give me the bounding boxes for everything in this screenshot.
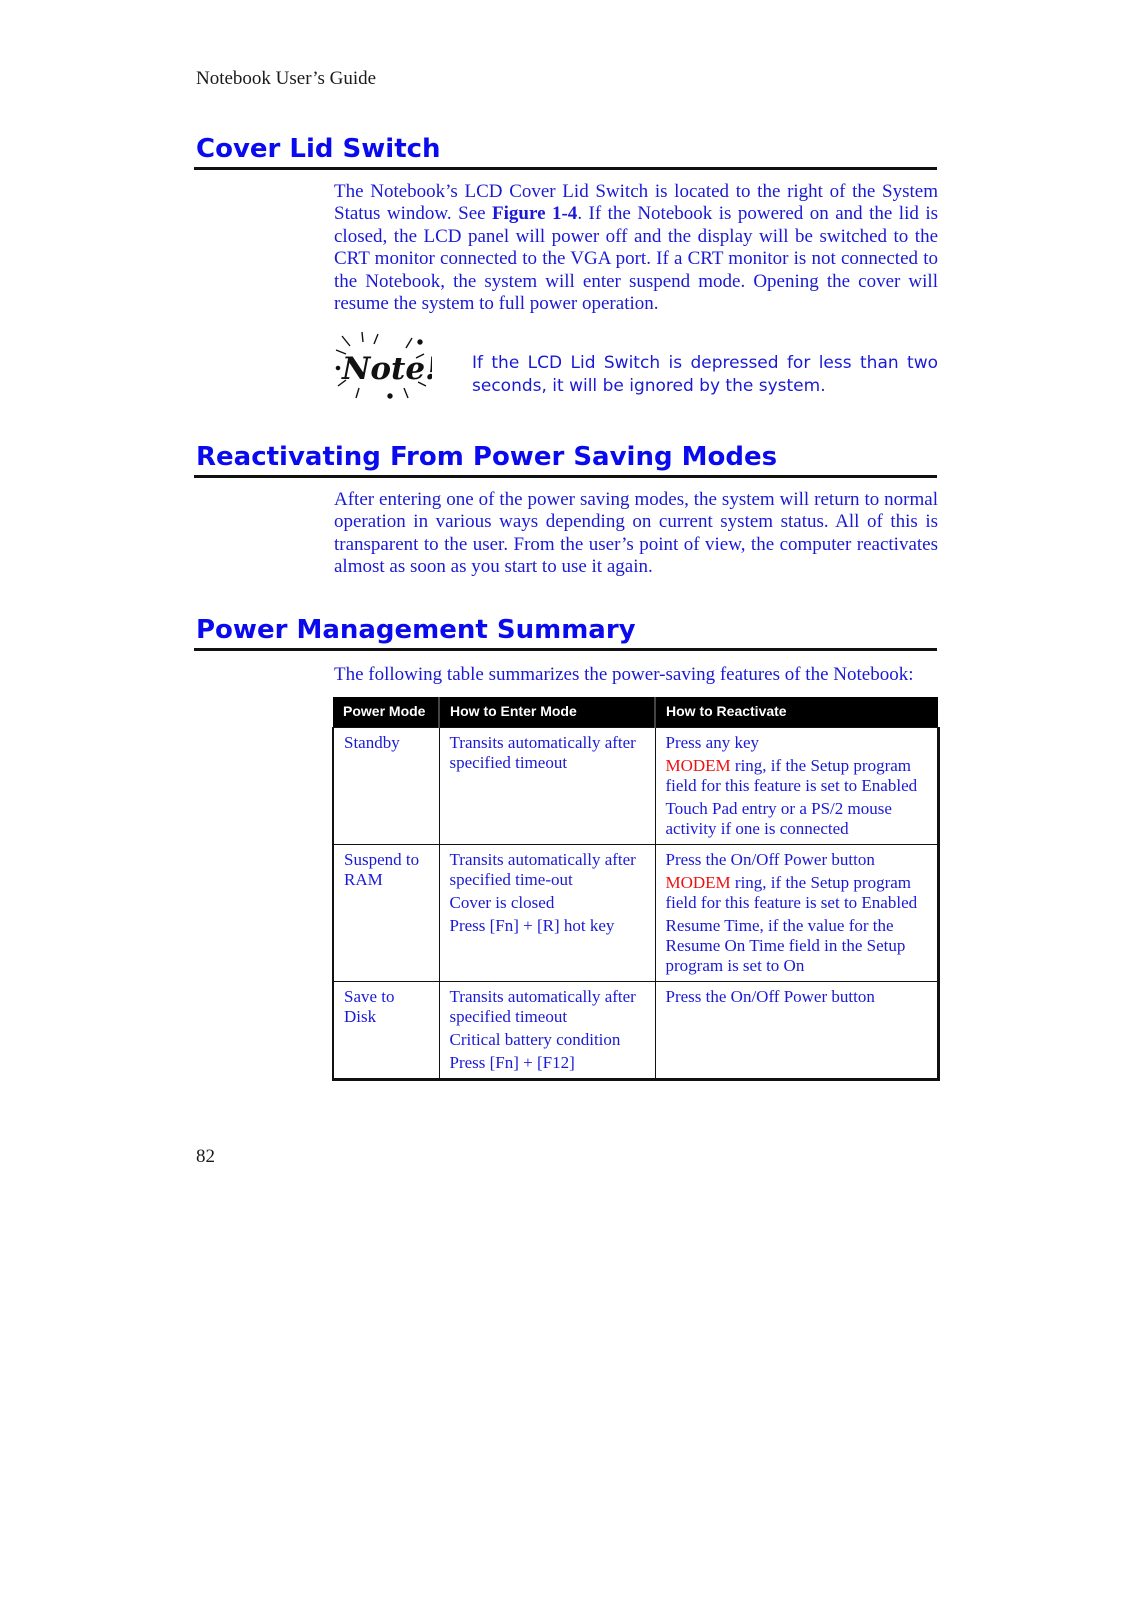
cover-lid-text-a: The Notebook’s LCD Cover Lid Switch is located to the right of the System Status window. See <box>334 181 938 225</box>
reactivate-text: Press the On/Off Power button <box>665 850 875 869</box>
reactivate-text: Resume Time, if the value for the Resume On Time field in the Setup program is set to On <box>665 916 906 975</box>
reactivate-text: Press the On/Off Power button <box>665 987 875 1006</box>
mode-cell: Save to Disk <box>333 982 439 1080</box>
enter-item: Critical battery condition <box>449 1030 621 1049</box>
enter-cell <box>439 982 655 1080</box>
reactivate-text: ring, if the Setup program field for this feature is set to Enabled <box>665 873 918 912</box>
power-management-table <box>332 697 937 1081</box>
reactivate-item <box>666 799 927 839</box>
column-header-power-mode: Power Mode <box>333 697 439 728</box>
svg-text:Note!: Note! <box>342 351 432 387</box>
note-icon <box>332 330 432 402</box>
enter-item: Transits automatically after specified timeout <box>449 987 636 1026</box>
mode-cell: Standby <box>333 728 439 845</box>
summary-intro: The following table summarizes the power-saving features of the Notebook: <box>334 664 914 685</box>
figure-reference: Figure 1-4 <box>492 203 578 225</box>
cover-lid-paragraph <box>334 181 938 315</box>
reactivate-item <box>666 916 927 976</box>
reactivate-text: ring, if the Setup program field for this feature is set to Enabled <box>665 756 918 795</box>
column-header-how-to-reactivate: How to Reactivate <box>655 697 938 728</box>
reactivate-cell <box>655 728 938 845</box>
heading-power-management-summary: Power Management Summary <box>194 614 937 651</box>
enter-item: Transits automatically after specified timeout <box>449 733 636 772</box>
reactivate-item <box>666 987 927 1007</box>
table-row <box>333 982 938 1080</box>
enter-item: Cover is closed <box>449 893 555 912</box>
running-header: Notebook User’s Guide <box>196 68 377 89</box>
reactivate-item <box>666 733 927 753</box>
reactivate-item <box>666 873 927 913</box>
enter-item: Press [Fn] + [F12] <box>449 1053 575 1072</box>
reactivating-paragraph: After entering one of the power saving modes, the system will return to normal operation in various ways depending on current system status. All of this is transparent to the user. From the user’s point of view, the computer reactivates almost as soon as you start to use it again. <box>334 489 938 578</box>
modem-label: MODEM <box>665 873 731 892</box>
mode-cell: Suspend to RAM <box>333 845 439 982</box>
reactivate-item <box>666 756 927 796</box>
page-number: 82 <box>196 1146 215 1167</box>
enter-item: Press [Fn] + [R] hot key <box>449 916 615 935</box>
enter-cell <box>439 728 655 845</box>
reactivate-text: Touch Pad entry or a PS/2 mouse activity if one is connected <box>665 799 892 838</box>
enter-cell <box>439 845 655 982</box>
table-header-row <box>333 697 938 728</box>
reactivate-cell <box>655 982 938 1080</box>
reactivate-cell <box>655 845 938 982</box>
cover-lid-text-b: . If the Notebook is powered on and the lid is closed, the LCD panel will power off and the display will be switched to the CRT monitor connected to the VGA port. If a CRT monitor is not connected to the Notebook, the system will enter suspend mode. Opening the cover will resume the system to full power operation. <box>334 203 939 315</box>
heading-cover-lid-switch: Cover Lid Switch <box>194 133 937 170</box>
table-row <box>333 728 938 845</box>
reactivate-text: Press any key <box>665 733 759 752</box>
table-row <box>333 845 938 982</box>
note-text: If the LCD Lid Switch is depressed for less than two seconds, it will be ignored by the system. <box>472 353 938 396</box>
modem-label: MODEM <box>665 756 731 775</box>
column-header-how-to-enter: How to Enter Mode <box>439 697 655 728</box>
reactivate-item <box>666 850 927 870</box>
enter-item: Transits automatically after specified time-out <box>449 850 636 889</box>
heading-reactivating: Reactivating From Power Saving Modes <box>194 441 937 478</box>
